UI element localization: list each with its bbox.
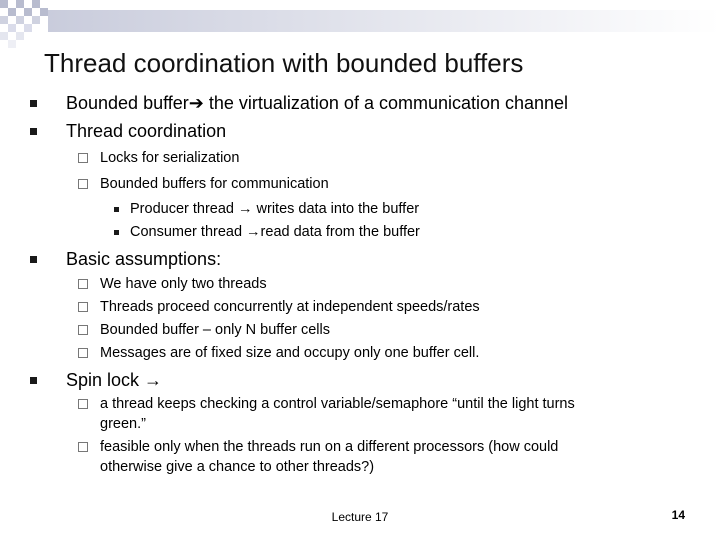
hollow-square-bullet-icon — [78, 279, 88, 289]
subbullet-feasible-cont: otherwise give a chance to other threads?) — [100, 459, 375, 475]
square-bullet-icon — [114, 230, 119, 235]
page-number: 14 — [671, 508, 685, 522]
hollow-square-bullet-icon — [78, 399, 88, 409]
footer-lecture: Lecture 17 — [331, 510, 389, 524]
subsubbullet-producer: Producer thread → writes data into the buffer — [130, 201, 419, 217]
subbullet-concurrent: Threads proceed concurrently at independent speeds/rates — [100, 299, 480, 315]
subbullet-bounded-buffers: Bounded buffers for communication — [100, 176, 329, 192]
hollow-square-bullet-icon — [78, 325, 88, 335]
subbullet-fixed-size: Messages are of fixed size and occupy only one buffer cell. — [100, 345, 479, 361]
bullet-thread-coordination: Thread coordination — [66, 121, 226, 142]
bullet-spin-lock: Spin lock → — [66, 370, 162, 391]
square-bullet-icon — [30, 256, 37, 263]
subbullet-checking-cont: green.” — [100, 416, 146, 432]
subsubbullet-consumer: Consumer thread →read data from the buffer — [130, 224, 420, 240]
hollow-square-bullet-icon — [78, 442, 88, 452]
hollow-square-bullet-icon — [78, 153, 88, 163]
hollow-square-bullet-icon — [78, 302, 88, 312]
subbullet-checking: a thread keeps checking a control variable/semaphore “until the light turns — [100, 396, 575, 412]
subbullet-feasible: feasible only when the threads run on a different processors (how could — [100, 439, 558, 455]
slide-title: Thread coordination with bounded buffers — [44, 48, 524, 78]
square-bullet-icon — [30, 128, 37, 135]
hollow-square-bullet-icon — [78, 348, 88, 358]
subbullet-locks: Locks for serialization — [100, 150, 239, 166]
square-bullet-icon — [114, 207, 119, 212]
bullet-bounded-buffer: Bounded buffer➔ the virtualization of a communication channel — [66, 93, 568, 114]
subbullet-two-threads: We have only two threads — [100, 276, 267, 292]
bullet-basic-assumptions: Basic assumptions: — [66, 249, 221, 270]
square-bullet-icon — [30, 100, 37, 107]
checkerboard-decoration — [0, 0, 720, 48]
subbullet-n-cells: Bounded buffer – only N buffer cells — [100, 322, 330, 338]
hollow-square-bullet-icon — [78, 179, 88, 189]
square-bullet-icon — [30, 377, 37, 384]
